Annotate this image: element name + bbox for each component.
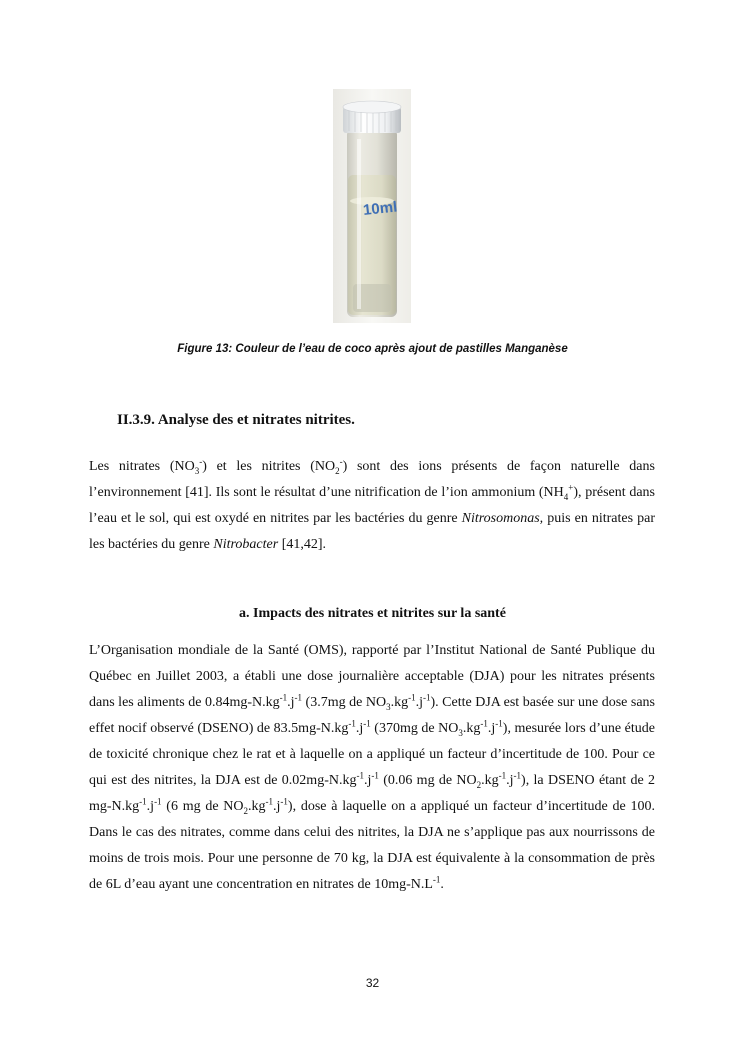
vial-illustration: [333, 89, 411, 323]
page-number: 32: [365, 976, 380, 990]
section-heading: II.3.9. Analyse des et nitrates nitrites.: [117, 412, 355, 428]
vial-volume-label: 10ml: [362, 198, 399, 219]
subsection-heading: a. Impacts des nitrates et nitrites sur la santé: [239, 606, 506, 621]
coconut-water-vial-photo: [333, 89, 411, 323]
paragraph-nitrates-intro: Les nitrates $(NO_3^-)$ et les nitrites $(NO_2^-)$ sont des ions présents de façon naturelle dans l’environnement [41]. Ils sont le résultat d’une nitrification de l’ion ammonium $(NH_4^+)$, présent dans l’eau et le sol, qui est oxydé en nitrites par les bactéries du genre Nitrosomonas, puis en nitrates par les bactéries du genre Nitrobacter [41,42].: [89, 456, 655, 552]
figure-caption: Figure 13: Couleur de l’eau de coco après ajout de pastilles Manganèse: [177, 343, 568, 355]
paragraph-health-impacts: L’Organisation mondiale de la Santé (OMS), rapporté par l’Institut National de Santé Publique du Québec en Juillet 2003, a établi une dose journalière acceptable (DJA) pour les nitrates présents dans les aliments de $0.84mg-N.kg^{-1}.j^{-1}$ (3.7mg de $NO_3.kg^{-1}.j^{-1}$). Cette DJA est basée sur une dose sans effet nocif observé (DSENO) de $83.5mg-N.kg^{-1}.j^{-1}$ (370mg de $NO_3.kg^{-1}.j^{-1}$), mesurée lors d’une étude de toxicité chronique chez le rat et à laquelle on a appliqué un facteur d’incertitude de 100. Pour ce qui est des nitrites, la DJA est de $0.02mg-N.kg^{-1}.j^{-1}$ (0.06 mg de $NO_2.kg^{-1}.j^{-1}$), la DSENO étant de 2 $mg-N.kg^{-1}.j^{-1}$ (6 mg de $NO_2.kg^{-1}.j^{-1}$), dose à laquelle on a appliqué un facteur d’incertitude de 100. Dans le cas des nitrates, comme dans celui des nitrites, la DJA ne s’applique pas aux nourrissons de moins de trois mois. Pour une personne de 70 kg, la DJA est équivalente à la consommation de près de 6L d’eau ayant une concentration en nitrates de $10mg-N.L^{-1}$.: [89, 643, 656, 892]
